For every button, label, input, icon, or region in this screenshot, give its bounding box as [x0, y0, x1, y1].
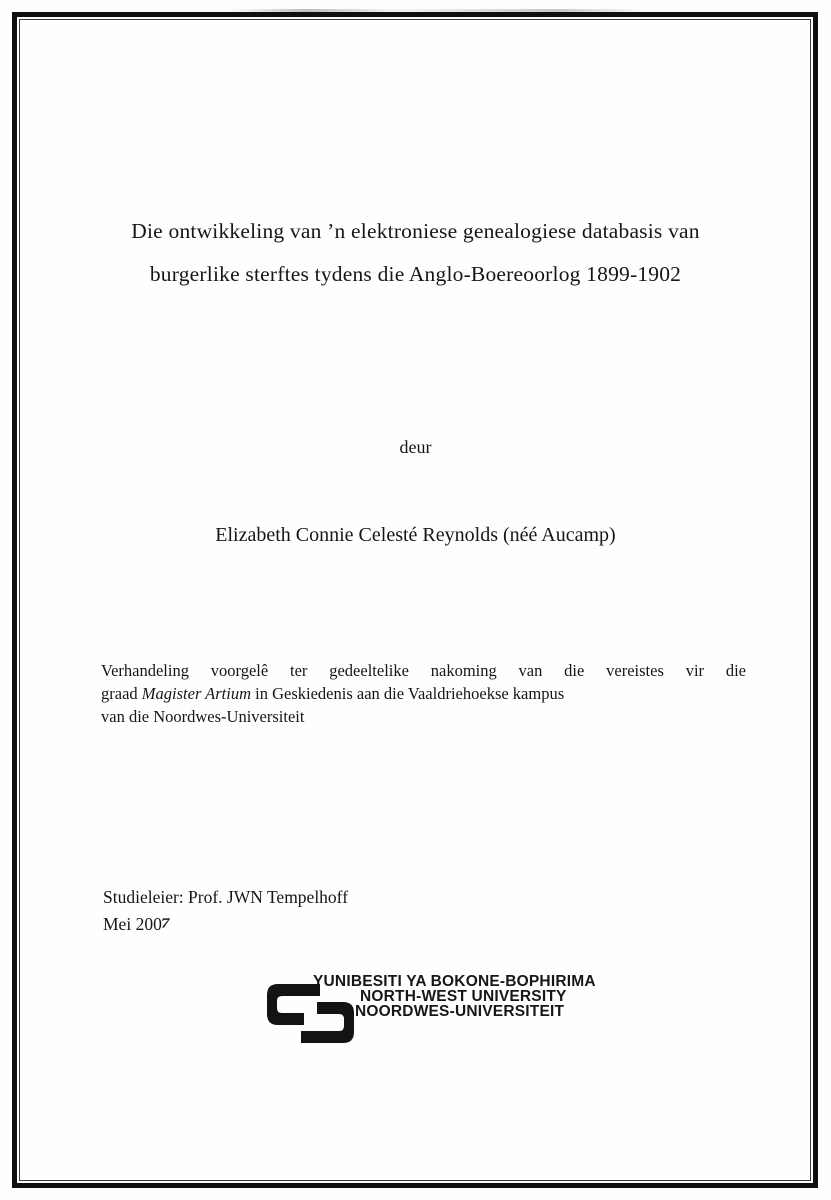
- logo-text-afrikaans: NOORDWES-UNIVERSITEIT: [355, 1003, 565, 1020]
- date-prefix: Mei 200: [103, 914, 162, 934]
- logo-text-english: NORTH-WEST UNIVERSITY: [360, 988, 567, 1005]
- statement-line-2-pre: graad: [101, 684, 142, 704]
- date-line: [103, 911, 348, 938]
- date-last-digit: 7: [159, 914, 171, 931]
- supervisor-block: [103, 884, 348, 938]
- author-name: Elizabeth Connie Celesté Reynolds (néé Aucamp): [215, 524, 616, 546]
- byline-deur: deur: [399, 437, 432, 457]
- statement-line-2: [101, 682, 746, 705]
- thesis-title-line-1: Die ontwikkeling van ’n elektroniese genealogiese databasis van: [131, 219, 700, 243]
- thesis-title: [0, 210, 831, 296]
- logo-text-setswana: YUNIBESITI YA BOKONE-BOPHIRIMA: [313, 973, 596, 990]
- statement-line-2-post: in Geskiedenis aan die Vaaldriehoekse kampus: [251, 684, 565, 704]
- thesis-statement: [101, 659, 746, 729]
- thesis-title-line-2: burgerlike sterftes tydens die Anglo-Boereoorlog 1899-1902: [149, 262, 682, 286]
- nwu-logo: [258, 972, 596, 1056]
- degree-name: Magister Artium: [141, 684, 252, 704]
- statement-line-3: van die Noordwes-Universiteit: [101, 707, 305, 727]
- supervisor-line: Studieleier: Prof. JWN Tempelhoff: [103, 887, 349, 907]
- scan-artifact: [230, 9, 650, 12]
- statement-line-1: Verhandeling voorgelê ter gedeeltelike nakoming van die vereistes vir die: [101, 661, 746, 680]
